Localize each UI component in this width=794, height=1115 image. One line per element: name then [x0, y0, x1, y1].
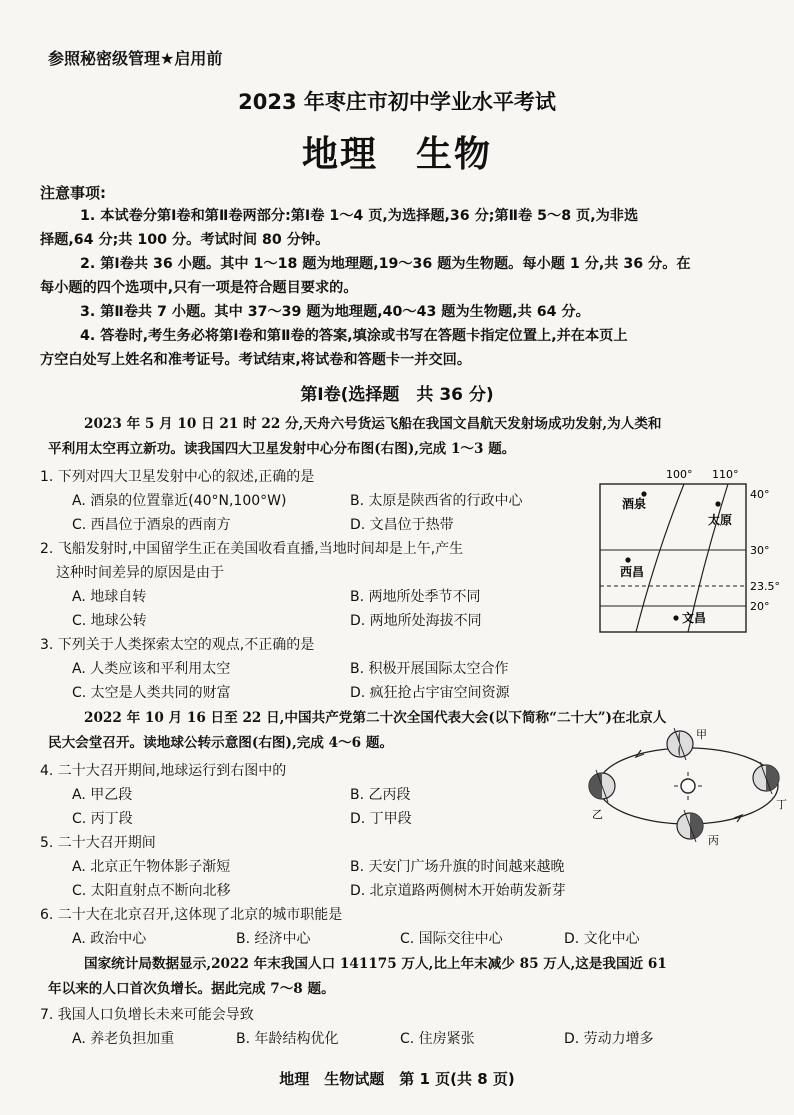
notice-item-2: 2. 第Ⅰ卷共 36 小题。其中 1～18 题为地理题,19～36 题为生物题。每小题 1 分,共 36 分。在 每小题的四个选项中,只有一项是符合题目要求的。	[40, 256, 691, 296]
lon-label-100: 100°	[666, 468, 693, 481]
q5-option-a: A. 北京正午物体影子渐短	[72, 859, 231, 875]
taiyuan-label: 太原	[708, 513, 733, 527]
question-2-stem-b: 这种时间差异的原因是由于	[56, 565, 224, 581]
svg-text:丙: 丙	[708, 834, 719, 847]
q7-option-a: A. 养老负担加重	[72, 1031, 175, 1047]
q1-option-a: A. 酒泉的位置靠近(40°N,100°W)	[72, 493, 287, 509]
q3-option-c: C. 太空是人类共同的财富	[72, 685, 231, 701]
sun-icon	[681, 779, 695, 793]
earth-revolution-diagram	[584, 722, 790, 850]
launch-center-map	[596, 464, 792, 640]
exam-title: 2023 年枣庄市初中学业水平考试	[238, 90, 556, 114]
svg-text:丁: 丁	[776, 798, 787, 811]
lat-label-40: 40°	[750, 488, 770, 501]
q4-option-c: C. 丙丁段	[72, 811, 133, 827]
earth-position-yi	[589, 770, 615, 821]
q5-option-c: C. 太阳直射点不断向北移	[72, 883, 231, 899]
q2-option-c: C. 地球公转	[72, 613, 147, 629]
q2-option-b: B. 两地所处季节不同	[350, 589, 481, 605]
confidential-label: 参照秘密级管理★启用前	[48, 49, 223, 68]
xichang-marker	[625, 557, 630, 562]
section-title: 第Ⅰ卷(选择题 共 36 分)	[300, 385, 494, 405]
notice-heading: 注意事项:	[40, 184, 106, 202]
q3-option-a: A. 人类应该和平利用太空	[72, 661, 231, 677]
page-footer: 地理 生物试题 第 1 页(共 8 页)	[279, 1070, 515, 1088]
q7-option-d: D. 劳动力增多	[564, 1031, 654, 1047]
q3-option-d: D. 疯狂抢占宇宙空间资源	[350, 685, 510, 701]
q4-option-b: B. 乙丙段	[350, 787, 411, 803]
q6-option-a: A. 政治中心	[72, 931, 147, 947]
q3-option-b: B. 积极开展国际太空合作	[350, 661, 509, 677]
question-7-stem: 7. 我国人口负增长未来可能会导致	[40, 1007, 254, 1023]
notice-item-1: 1. 本试卷分第Ⅰ卷和第Ⅱ卷两部分:第Ⅰ卷 1～4 页,为选择题,36 分;第Ⅱ卷 5～8 页,为非选 择题,64 分;共 100 分。考试时间 80 分钟。	[40, 208, 639, 248]
svg-text:乙: 乙	[592, 808, 603, 821]
q5-option-b: B. 天安门广场升旗的时间越来越晚	[350, 859, 565, 875]
taiyuan-marker	[715, 501, 720, 506]
wenchang-label: 文昌	[682, 611, 707, 625]
q1-option-c: C. 西昌位于酒泉的西南方	[72, 517, 231, 533]
lat-label-20: 20°	[750, 600, 770, 613]
q2-option-a: A. 地球自转	[72, 589, 147, 605]
wenchang-marker	[673, 615, 678, 620]
question-3-stem: 3. 下列关于人类探索太空的观点,不正确的是	[40, 637, 315, 653]
notice-item-4: 4. 答卷时,考生务必将第Ⅰ卷和第Ⅱ卷的答案,填涂或书写在答题卡指定位置上,并在本页上 方空白处写上姓名和准考证号。考试结束,将试卷和答题卡一并交回。	[40, 328, 628, 368]
svg-text:甲: 甲	[696, 728, 707, 741]
question-4-stem: 4. 二十大召开期间,地球运行到右图中的	[40, 763, 287, 779]
q7-option-c: C. 住房紧张	[400, 1031, 475, 1047]
q1-option-d: D. 文昌位于热带	[350, 517, 454, 533]
question-1-stem: 1. 下列对四大卫星发射中心的叙述,正确的是	[40, 469, 315, 485]
earth-position-jia	[667, 728, 707, 760]
q2-option-d: D. 两地所处海拔不同	[350, 613, 482, 629]
notice-item-3: 3. 第Ⅱ卷共 7 小题。其中 37～39 题为地理题,40～43 题为生物题,共 64 分。	[80, 304, 590, 320]
subject-title: 地理 生物	[301, 134, 492, 175]
q6-option-d: D. 文化中心	[564, 931, 640, 947]
reading-stem-2: 2022 年 10 月 16 日至 22 日,中国共产党第二十次全国代表大会(以下简称“二十大”)在北京人 民大会堂召开。读地球公转示意图(右图),完成 4～6 题。	[48, 710, 667, 751]
question-6-stem: 6. 二十大在北京召开,这体现了北京的城市职能是	[40, 907, 343, 923]
question-2-stem-a: 2. 飞船发射时,中国留学生正在美国收看直播,当地时间却是上午,产生	[40, 541, 464, 557]
jiuquan-marker	[641, 491, 646, 496]
lon-line-110	[688, 484, 728, 632]
q1-option-b: B. 太原是陕西省的行政中心	[350, 493, 523, 509]
lat-label-23-5: 23.5°	[750, 580, 780, 593]
xichang-label: 西昌	[620, 565, 645, 579]
q4-option-d: D. 丁甲段	[350, 811, 412, 827]
lon-label-110: 110°	[712, 468, 739, 481]
question-5-stem: 5. 二十大召开期间	[40, 835, 156, 851]
earth-position-bing	[677, 810, 719, 847]
jiuquan-label: 酒泉	[622, 497, 647, 511]
q5-option-d: D. 北京道路两侧树木开始萌发新芽	[350, 883, 566, 899]
lat-label-30: 30°	[750, 544, 770, 557]
q6-option-c: C. 国际交往中心	[400, 931, 503, 947]
q6-option-b: B. 经济中心	[236, 931, 311, 947]
reading-stem-3: 国家统计局数据显示,2022 年末我国人口 141175 万人,比上年末减少 85 万人,这是我国近 61 年以来的人口首次负增长。据此完成 7～8 题。	[48, 956, 667, 997]
earth-position-ding	[753, 762, 787, 811]
reading-stem-1: 2023 年 5 月 10 日 21 时 22 分,天舟六号货运飞船在我国文昌航天发射场成功发射,为人类和 平利用太空再立新功。读我国四大卫星发射中心分布图(右图),完成 1～3 题。	[48, 416, 662, 457]
q4-option-a: A. 甲乙段	[72, 787, 133, 803]
q7-option-b: B. 年龄结构优化	[236, 1031, 339, 1047]
